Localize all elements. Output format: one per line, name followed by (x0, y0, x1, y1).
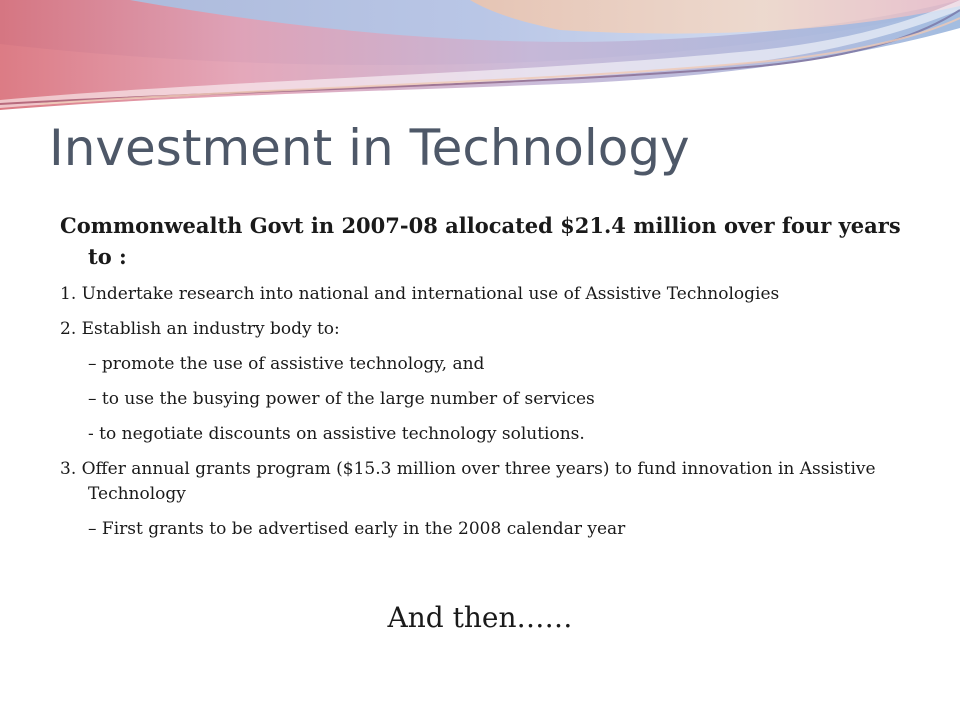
list-item-grants: 3. Offer annual grants program ($15.3 million over three years) to fund innovation in Assistive Technology (60, 459, 876, 504)
sub-item-buying-power: – to use the busying power of the large number of services (88, 389, 595, 409)
slide-title: Investment in Technology (49, 119, 690, 177)
decorative-wave-banner (0, 0, 960, 120)
sub-item-discounts: - to negotiate discounts on assistive technology solutions. (88, 424, 585, 444)
closing-text: And then…… (387, 601, 573, 634)
list-item-research: 1. Undertake research into national and international use of Assistive Technologies (60, 284, 780, 304)
slide-body (60, 210, 920, 552)
list-item-industry-body: 2. Establish an industry body to: (60, 319, 340, 339)
lead-statement: Commonwealth Govt in 2007-08 allocated $21.4 million over four years to : (60, 213, 901, 269)
sub-item-promote: – promote the use of assistive technology, and (88, 354, 485, 374)
sub-item-first-grants: – First grants to be advertised early in the 2008 calendar year (88, 519, 626, 539)
